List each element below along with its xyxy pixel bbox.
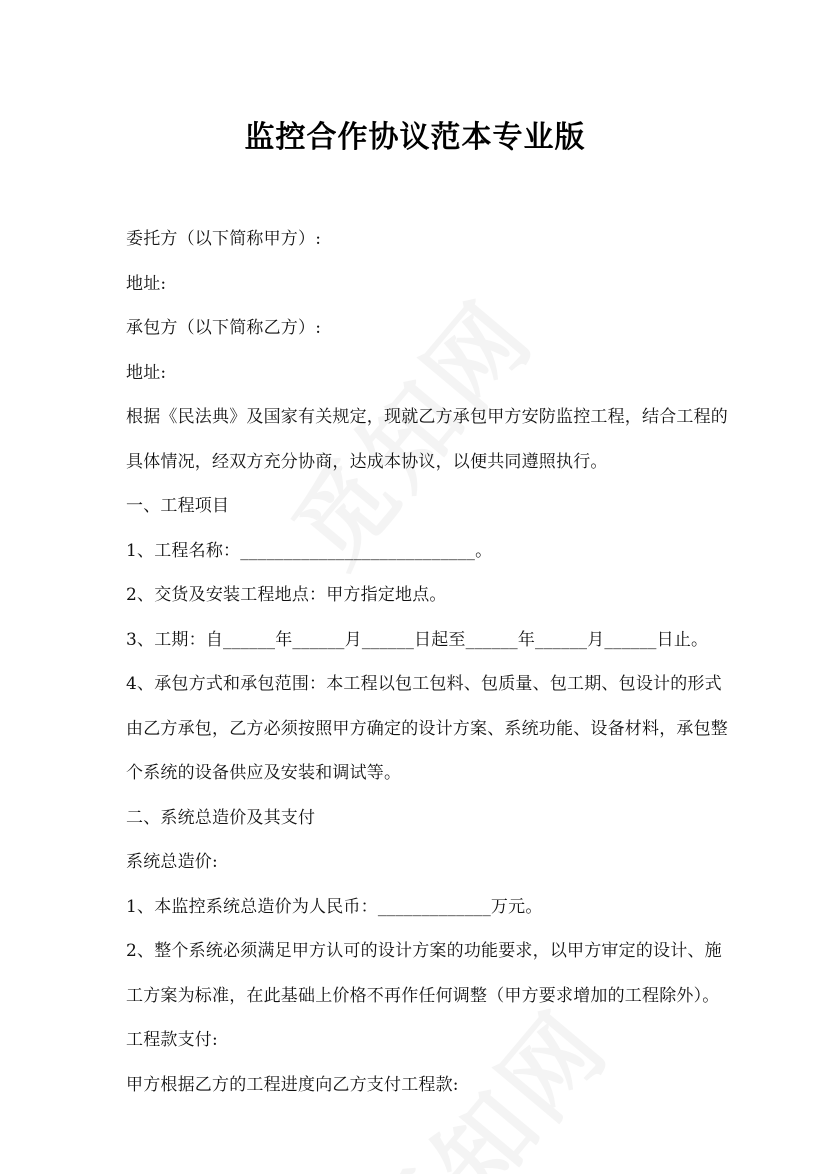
preamble-line: 具体情况，经双方充分协商，达成本协议，以便共同遵照执行。	[126, 451, 608, 472]
clause-line: 由乙方承包，乙方必须按照甲方确定的设计方案、系统功能、设备材料，承包整	[126, 718, 728, 739]
section-heading: 二、系统总造价及其支付	[126, 807, 316, 828]
clause-line: 1、工程名称：___________________________。	[126, 540, 493, 561]
clause-line: 3、工期：自______年______月______日起至______年______月______日止。	[126, 629, 709, 650]
clause-line: 1、本监控系统总造价为人民币：_____________万元。	[126, 896, 543, 917]
document-title: 监控合作协议范本专业版	[244, 120, 586, 155]
contractor-address-line: 地址:	[126, 362, 167, 383]
clause-line: 2、交货及安装工程地点：甲方指定地点。	[126, 585, 447, 605]
preamble-line: 根据《民法典》及国家有关规定，现就乙方承包甲方安防监控工程，结合工程的	[126, 407, 728, 427]
clause-line: 个系统的设备供应及安装和调试等。	[126, 763, 402, 783]
document-body	[126, 217, 726, 1107]
subheading: 系统总造价:	[126, 852, 218, 872]
clause-line: 工方案为标准，在此基础上价格不再作任何调整（甲方要求增加的工程除外）。	[126, 985, 720, 1006]
subheading: 工程款支付:	[126, 1030, 218, 1050]
client-address-line: 地址:	[126, 273, 167, 294]
contractor-party-line: 承包方（以下简称乙方）:	[126, 318, 322, 338]
clause-line: 2、整个系统必须满足甲方认可的设计方案的功能要求，以甲方审定的设计、施	[126, 941, 722, 961]
client-party-line: 委托方（以下简称甲方）:	[126, 229, 322, 249]
clause-line: 甲方根据乙方的工程进度向乙方支付工程款:	[126, 1074, 459, 1095]
clause-line: 4、承包方式和承包范围：本工程以包工包料、包质量、包工期、包设计的形式	[126, 674, 722, 694]
section-heading: 一、工程项目	[126, 496, 230, 516]
